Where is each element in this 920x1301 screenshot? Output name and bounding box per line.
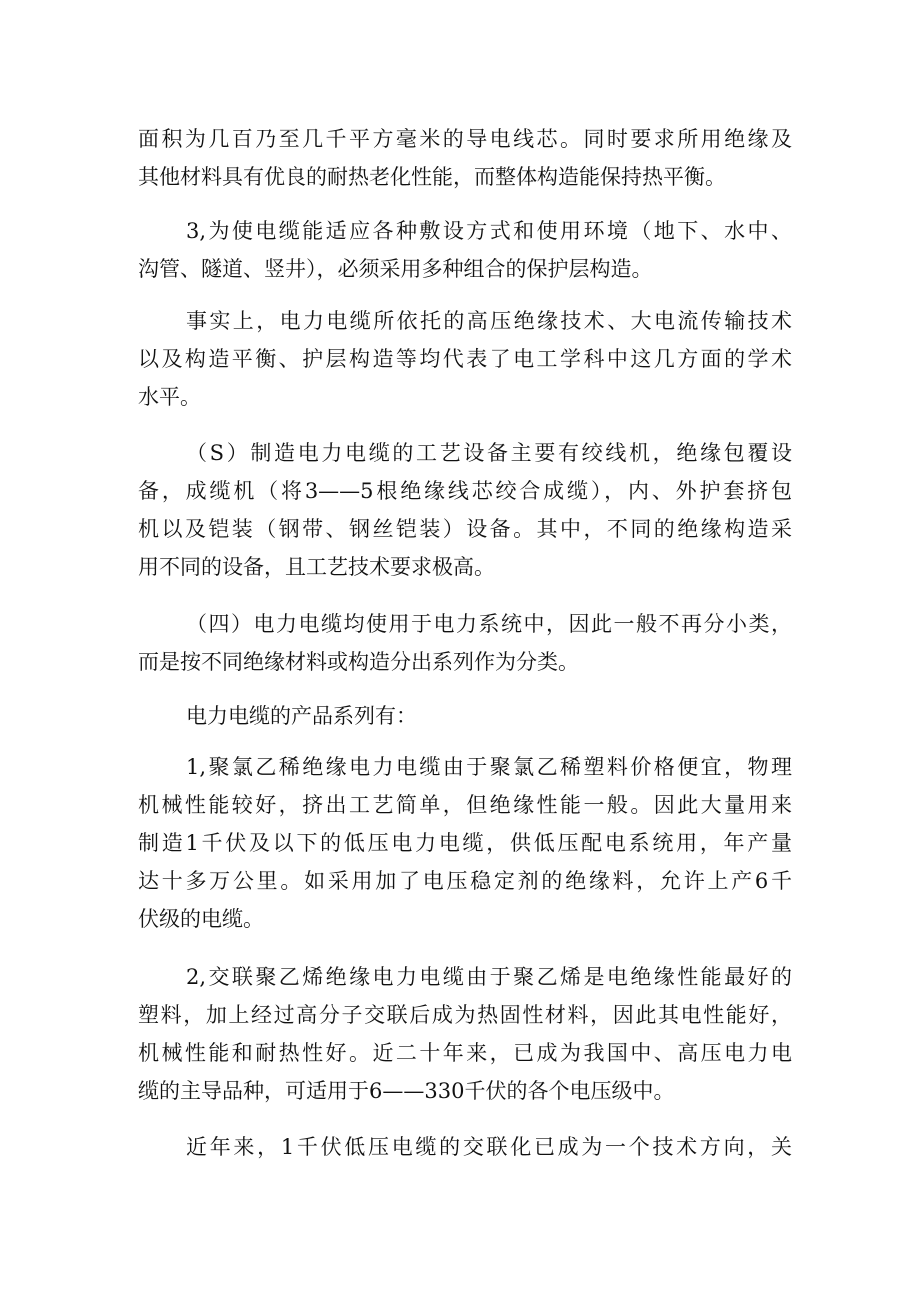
text-line: 事实上，电力电缆所依托的高压绝缘技术、大电流传输技术 — [186, 309, 792, 333]
paragraph-classification-continued — [138, 643, 792, 681]
text-line: 面积为几百乃至几千平方毫米的导电线芯。同时要求所用绝缘及 — [138, 127, 792, 151]
paragraph-process-equipment-continued — [138, 472, 792, 586]
text-line: 近年来，1千伏低压电缆的交联化已成为一个技术方向，关 — [186, 1135, 792, 1159]
text-line: 机械性能较好，挤出工艺简单，但绝缘性能一般。因此大量用来 — [138, 793, 792, 817]
text-line: 备，成缆机（将3——5根绝缘线芯绞合成缆），内、外护套挤包 — [138, 479, 792, 503]
paragraph-technology-level-continued — [138, 340, 792, 416]
paragraph-xlpe-cable-continued — [138, 996, 792, 1110]
text-line: 沟管、隧道、竖井），必须采用多种组合的保护层构造。 — [138, 257, 653, 281]
text-line: 3,为使电缆能适应各种敷设方式和使用环境（地下、水中、 — [186, 219, 792, 243]
paragraph-xlpe-cable — [186, 958, 792, 996]
text-line: 用不同的设备，且工艺技术要求极高。 — [138, 555, 495, 579]
paragraph-technology-level — [186, 302, 792, 340]
text-line: 达十多万公里。如采用加了电压稳定剂的绝缘料，允许上产6千 — [138, 869, 792, 893]
text-line: 以及构造平衡、护层构造等均代表了电工学科中这几方面的学术 — [138, 347, 792, 371]
paragraph-process-equipment — [186, 434, 792, 472]
text-line: 伏级的电缆。 — [138, 907, 264, 931]
text-line: 缆的主导品种，可适用于6——330千伏的各个电压级中。 — [138, 1079, 675, 1103]
paragraph-heat-balance — [138, 120, 792, 196]
paragraph-low-voltage-crosslinking — [186, 1128, 792, 1166]
paragraph-pvc-cable-continued — [138, 786, 792, 938]
paragraph-classification — [186, 605, 792, 643]
text-line: 而是按不同绝缘材料或构造分出系列作为分类。 — [138, 650, 579, 674]
text-line: 其他材料具有优良的耐热老化性能，而整体构造能保持热平衡。 — [138, 165, 726, 189]
paragraph-product-series-intro — [186, 697, 792, 735]
text-line: （四）电力电缆均使用于电力系统中，因此一般不再分小类， — [186, 612, 792, 636]
text-line: 塑料，加上经过高分子交联后成为热固性材料，因此其电性能好， — [138, 1003, 792, 1027]
paragraph-item-3-continued — [138, 250, 792, 288]
text-line: 电力电缆的产品系列有： — [186, 704, 417, 728]
text-line: 1,聚氯乙稀绝缘电力电缆由于聚氯乙稀塑料价格便宜，物理 — [186, 755, 792, 779]
text-line: 机以及铠装（钢带、钢丝铠装）设备。其中，不同的绝缘构造采 — [138, 517, 792, 541]
paragraph-item-3-protective-layer — [186, 212, 792, 250]
text-line: 水平。 — [138, 385, 201, 409]
text-line: 机械性能和耐热性好。近二十年来，已成为我国中、高压电力电 — [138, 1041, 792, 1065]
text-line: （S）制造电力电缆的工艺设备主要有绞线机，绝缘包覆设 — [186, 441, 792, 465]
text-line: 2,交联聚乙烯绝缘电力电缆由于聚乙烯是电绝缘性能最好的 — [186, 965, 792, 989]
paragraph-pvc-cable — [186, 748, 792, 786]
text-line: 制造1千伏及以下的低压电力电缆，供低压配电系统用，年产量 — [138, 831, 792, 855]
